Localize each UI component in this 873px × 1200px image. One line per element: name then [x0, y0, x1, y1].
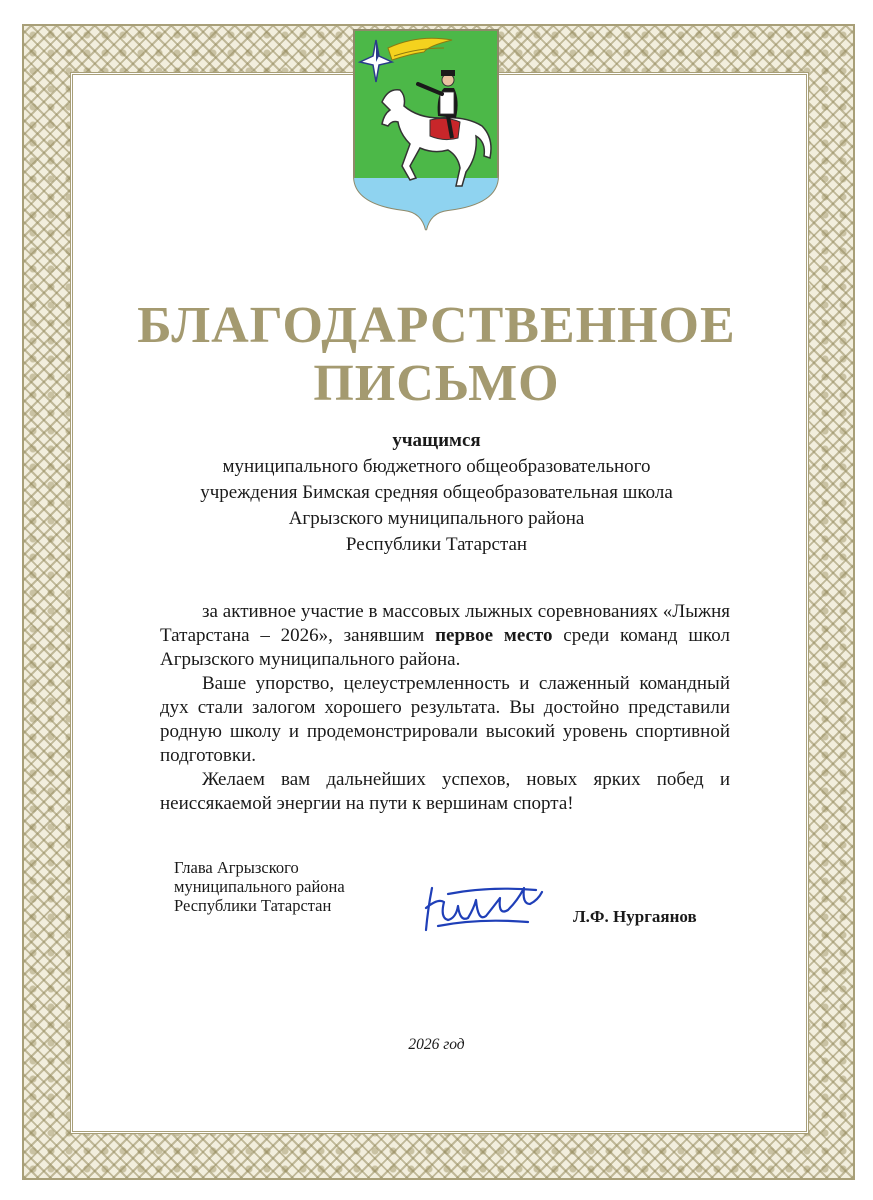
- recipient-block: [0, 428, 873, 558]
- page-title-line-1: БЛАГОДАРСТВЕННОЕ: [137, 297, 736, 354]
- body-text: среди команд школ Агрызского муниципального района.: [160, 625, 730, 670]
- body-paragraph-3: Желаем вам дальнейших успехов, новых ярких побед и неиссякаемой энергии на пути к вершинам спорта!: [160, 769, 730, 814]
- body-text: за активное участие в массовых лыжных соревнованиях «Лыжня Татарстана – 2026», занявшим: [160, 601, 730, 646]
- signatory-name: Л.Ф. Нургаянов: [573, 907, 697, 926]
- position-line: Глава Агрызского: [174, 858, 299, 877]
- horseman-emblem-icon: [348, 26, 504, 232]
- position-line: Республики Татарстан: [174, 896, 332, 915]
- recipient-line: учащимся: [392, 430, 481, 451]
- body-paragraph-1: [160, 600, 730, 672]
- signatory-position: [174, 858, 345, 915]
- page-title-line-2: ПИСЬМО: [313, 355, 560, 412]
- recipient-line: муниципального бюджетного общеобразовательного: [222, 456, 651, 477]
- recipient-line: Агрызского муниципального района: [288, 508, 585, 529]
- position-line: муниципального района: [174, 877, 345, 896]
- recipient-line: учреждения Бимская средняя общеобразовательная школа: [200, 482, 673, 503]
- recipient-line: Республики Татарстан: [345, 534, 528, 555]
- document-year: 2026 год: [408, 1036, 465, 1053]
- signature-icon: [418, 878, 548, 940]
- highlight-text: первое место: [435, 625, 553, 646]
- body-paragraph-2: Ваше упорство, целеустремленность и слаженный командный дух стали залогом хорошего результата. Вы достойно представили родную школу и продемонстрировали высокий уровень спортивной подготовки.: [160, 673, 730, 766]
- letter-body: [160, 600, 730, 816]
